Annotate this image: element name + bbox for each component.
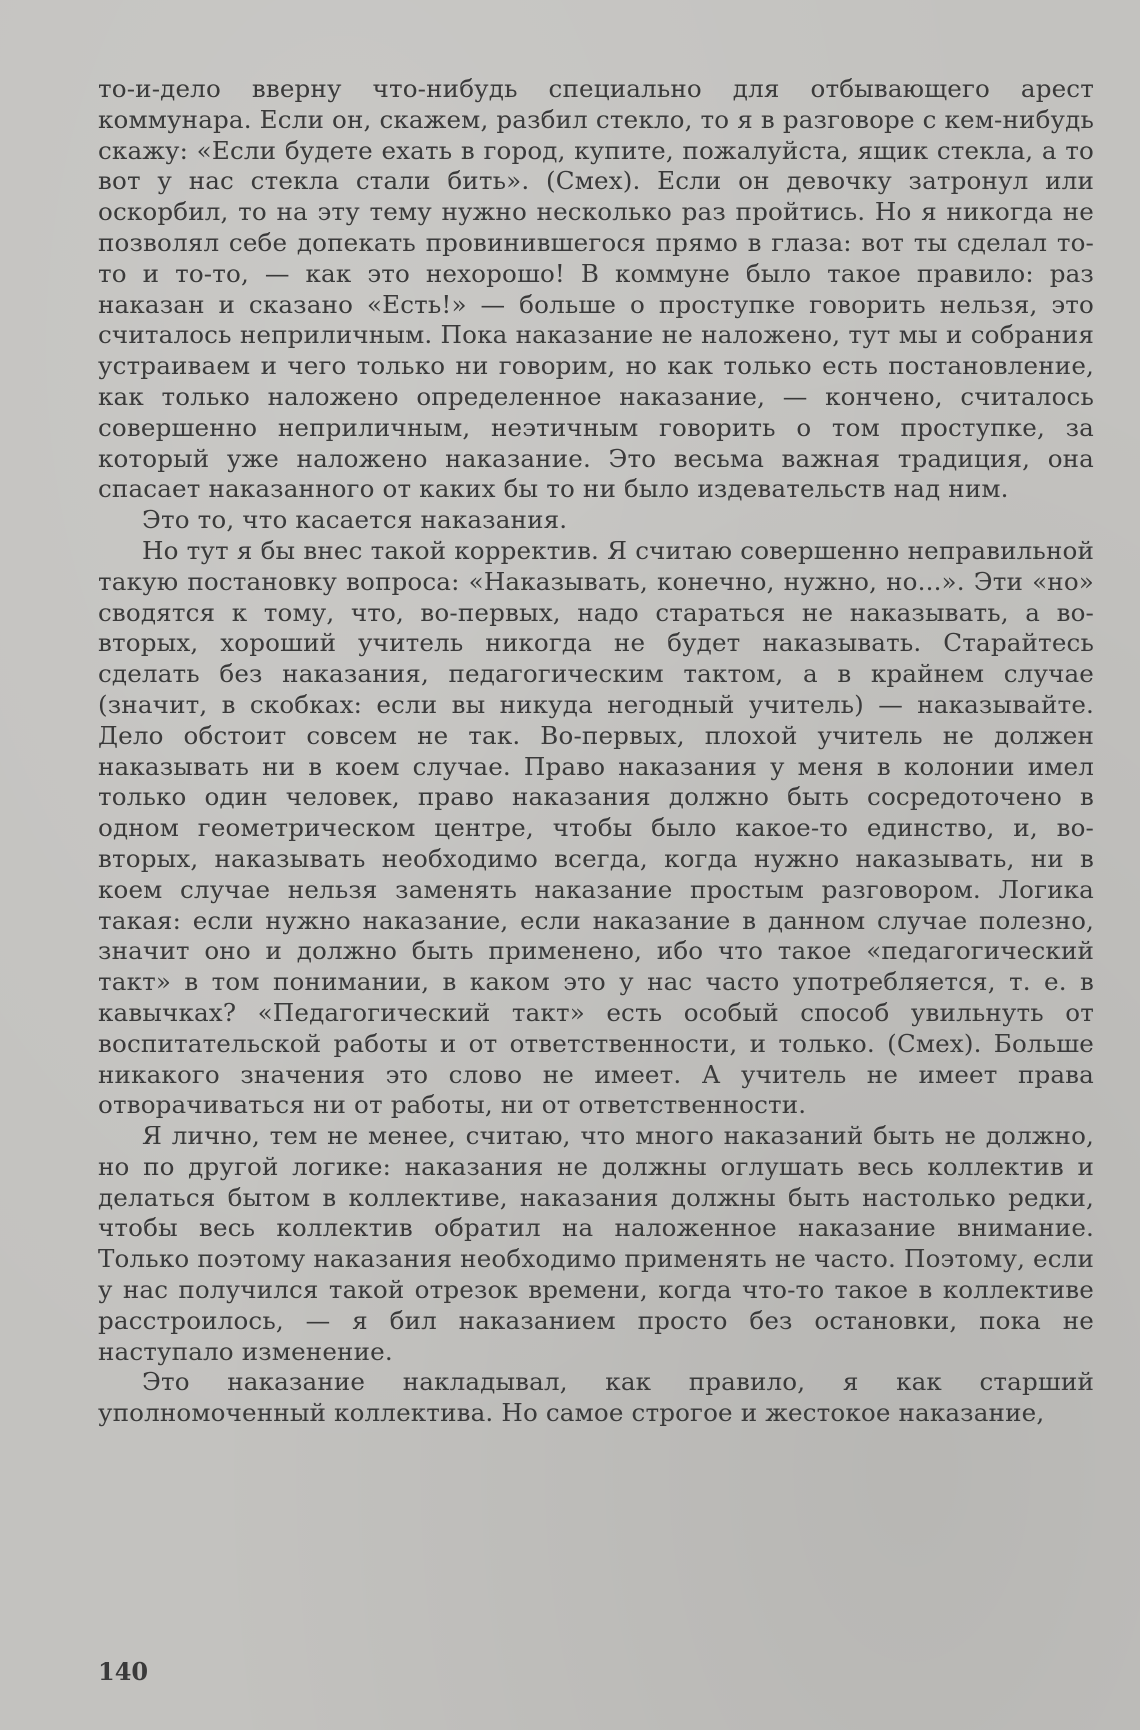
page-number: 140 [98,1657,149,1686]
paragraph-3: Но тут я бы внес такой корректив. Я считаю совершенно неправильной такую постановку вопроса: «Наказывать, конечно, нужно, но...». Эти «но» сводятся к тому, что, во-первых, надо стараться не наказывать, а во-вторых, хороший учитель никогда не будет наказывать. Старайтесь сделать без наказания, педагогическим тактом, а в крайнем случае (значит, в скобках: если вы никуда негодный учитель) — наказывайте. Дело обстоит совсем не так. Во-первых, плохой учитель не должен наказывать ни в коем случае. Право наказания у меня в колонии имел только один человек, право наказания должно быть сосредоточено в одном геометрическом центре, чтобы было какое-то единство, и, во-вторых, наказывать необходимо всегда, когда нужно наказывать, ни в коем случае нельзя заменять наказание простым разговором. Логика такая: если нужно наказание, если наказание в данном случае полезно, значит оно и должно быть применено, ибо что такое «педагогический такт» в том понимании, в каком это у нас часто употребляется, т. е. в кавычках? «Педагогический такт» есть особый способ увильнуть от воспитательской работы и от ответственности, и только. (Смех). Больше никакого значения это слово не имеет. А учитель не имеет права отворачиваться ни от работы, ни от ответственности. [98,535,1094,1120]
page-text [98,74,1094,1429]
paragraph-1: то-и-дело вверну что-нибудь специально для отбывающего арест коммунара. Если он, скажем, разбил стекло, то я в разговоре с кем-нибудь скажу: «Если будете ехать в город, купите, пожалуйста, ящик стекла, а то вот у нас стекла стали бить». (Смех). Если он девочку затронул или оскорбил, то на эту тему нужно несколько раз пройтись. Но я никогда не позволял себе допекать провинившегося прямо в глаза: вот ты сделал то-то и то-то, — как это нехорошо! В коммуне было такое правило: раз наказан и сказано «Есть!» — больше о проступке говорить нельзя, это считалось неприличным. Пока наказание не наложено, тут мы и собрания устраиваем и чего только ни говорим, но как только есть постановление, как только наложено определенное наказание, — кончено, считалось совершенно неприличным, неэтичным говорить о том проступке, за который уже наложено наказание. Это весьма важная традиция, она спасает наказанного от каких бы то ни было издевательств над ним. [98,74,1094,504]
paragraph-5: Это наказание накладывал, как правило, я как старший уполномоченный коллектива. Но самое строгое и жестокое наказание, [98,1367,1094,1428]
paragraph-2: Это то, что касается наказания. [142,505,568,535]
paragraph-4: Я лично, тем не менее, считаю, что много наказаний быть не должно, но по другой логике: наказания не должны оглушать весь коллектив и делаться бытом в коллективе, наказания должны быть настолько редки, чтобы весь коллектив обратил на наложенное наказание внимание. Только поэтому наказания необходимо применять не часто. Поэтому, если у нас получился такой отрезок времени, когда что-то такое в коллективе расстроилось, — я бил наказанием просто без остановки, пока не наступало изменение. [98,1121,1094,1366]
